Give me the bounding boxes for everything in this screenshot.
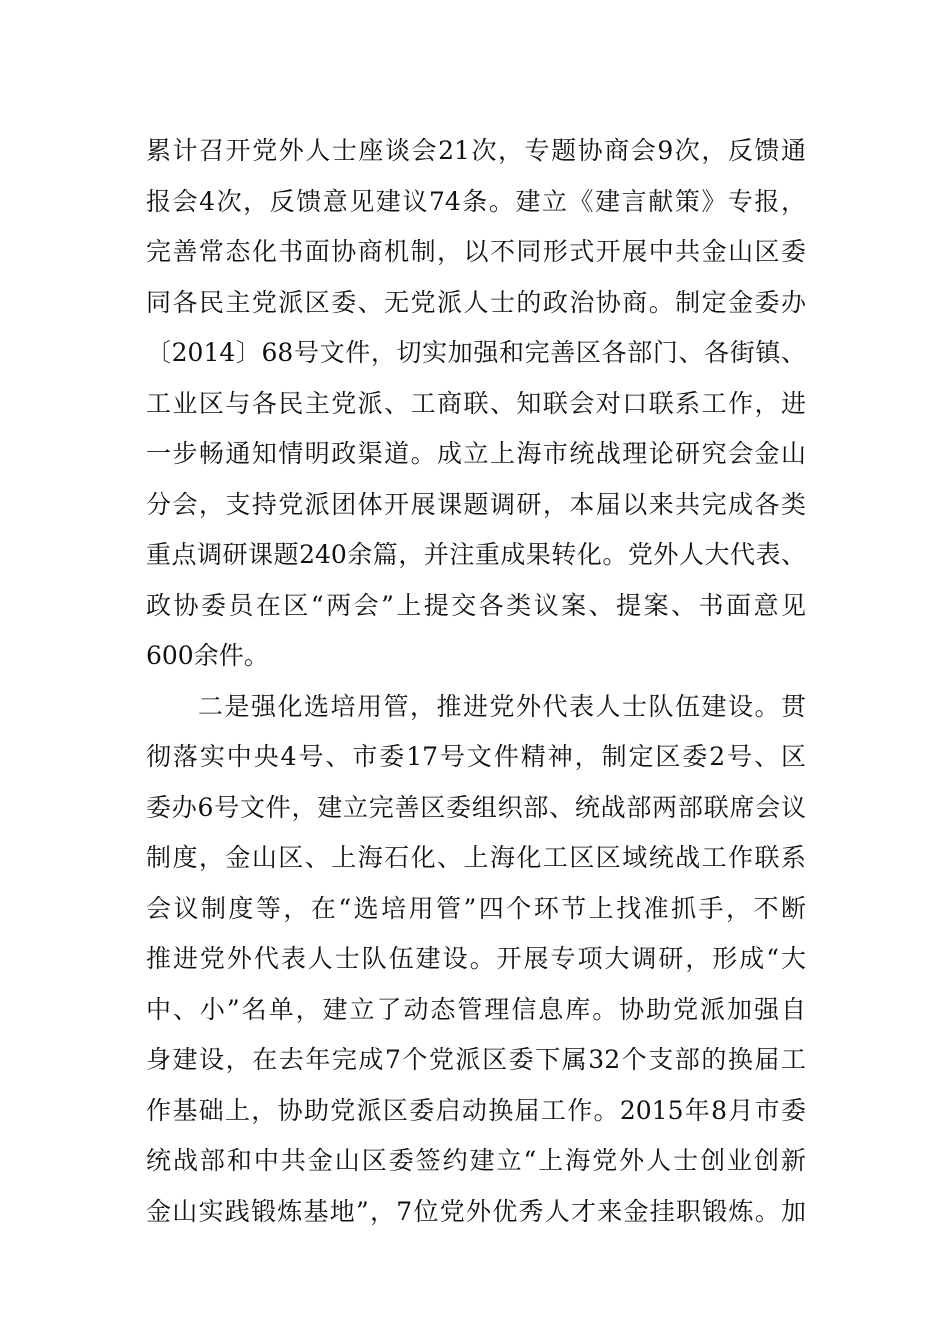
text-line: 累计召开党外人士座谈会21次，专题协商会9次，反馈通 — [146, 136, 806, 165]
text-line: 600余件。 — [146, 641, 269, 670]
text-line: 统战部和中共金山区委签约建立“上海党外人士创业创新 — [146, 1146, 806, 1175]
text-line: 同各民主党派区委、无党派人士的政治协商。制定金委办 — [146, 287, 806, 317]
text-line: 委办6号文件，建立完善区委组织部、统战部两部联席会议 — [146, 792, 806, 822]
text-line: 作基础上，协助党派区委启动换届工作。2015年8月市委 — [146, 1095, 806, 1125]
text-line: 一步畅通知情明政渠道。成立上海市统战理论研究会金山 — [146, 439, 806, 468]
text-line: 重点调研课题240余篇，并注重成果转化。党外人大代表、 — [146, 540, 806, 569]
text-line: 分会，支持党派团体开展课题调研，本届以来共完成各类 — [146, 489, 806, 519]
body-text — [146, 126, 806, 1237]
text-line: 制度，金山区、上海石化、上海化工区区域统战工作联系 — [146, 843, 806, 872]
text-line: 彻落实中央4号、市委17号文件精神，制定区委2号、区 — [146, 742, 806, 771]
text-line: 身建设，在去年完成7个党派区委下属32个支部的换届工 — [146, 1045, 806, 1074]
paragraph-first-line: 二是强化选培用管，推进党外代表人士队伍建设。贯 — [198, 691, 806, 721]
text-line: 推进党外代表人士队伍建设。开展专项大调研，形成“大 — [146, 944, 806, 973]
text-line: 〔2014〕68号文件，切实加强和完善区各部门、各街镇、 — [146, 338, 806, 367]
text-line: 工业区与各民主党派、工商联、知联会对口联系工作，进 — [146, 388, 806, 418]
text-line: 完善常态化书面协商机制，以不同形式开展中共金山区委 — [146, 237, 806, 266]
text-line: 政协委员在区“两会”上提交各类议案、提案、书面意见 — [146, 590, 806, 620]
text-line: 会议制度等，在“选培用管”四个环节上找准抓手，不断 — [146, 893, 806, 923]
text-line: 金山实践锻炼基地”，7位党外优秀人才来金挂职锻炼。加 — [146, 1196, 806, 1226]
text-line: 报会4次，反馈意见建议74条。建立《建言献策》专报， — [146, 186, 806, 216]
text-line: 中、小”名单，建立了动态管理信息库。协助党派加强自 — [146, 994, 806, 1024]
